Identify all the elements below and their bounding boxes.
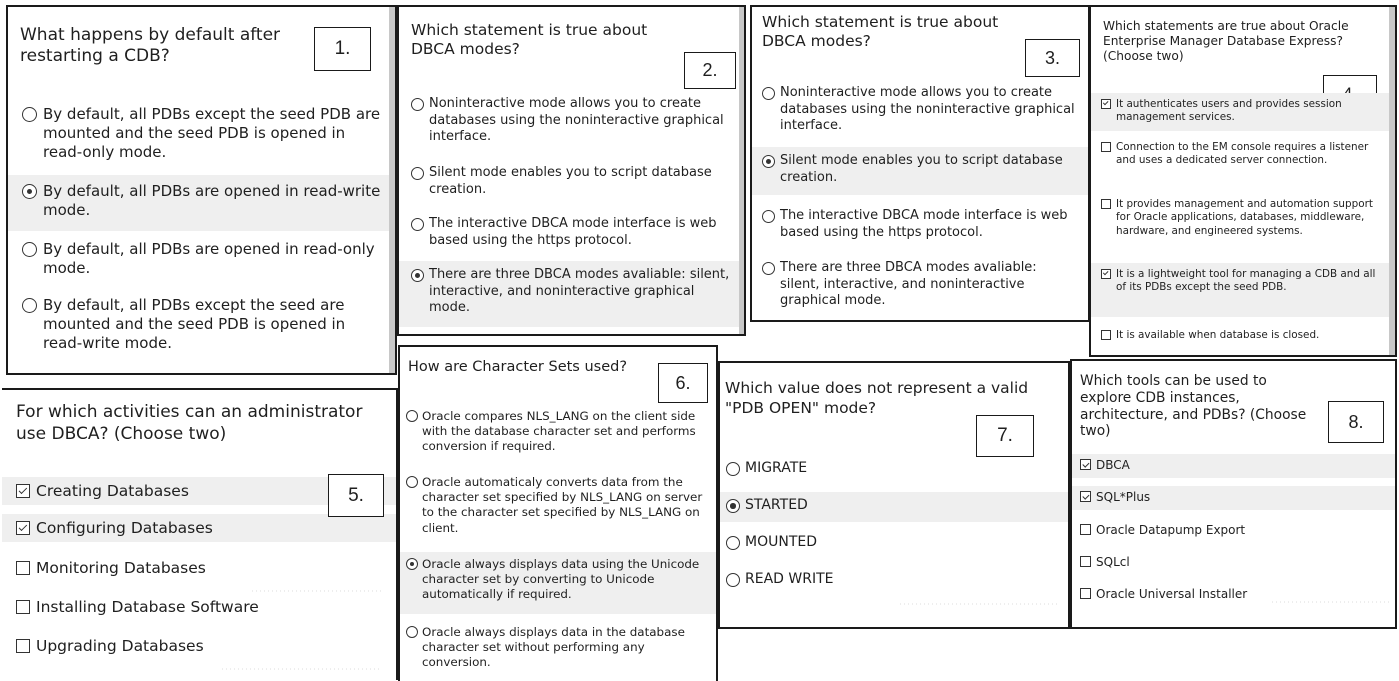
option-label: Noninteractive mode allows you to create databases using the noninteractive graphical interface. [780, 85, 1075, 134]
radio-unchecked-icon [411, 98, 424, 111]
checkbox-unchecked-icon [1080, 524, 1091, 535]
option-checkbox[interactable] [2, 557, 396, 583]
option-label: Noninteractive mode allows you to create databases using the noninteractive graphical interface. [429, 96, 724, 145]
option-radio[interactable] [8, 294, 393, 356]
option-radio[interactable] [8, 103, 393, 163]
background-texture [222, 668, 382, 670]
option-label: MIGRATE [745, 460, 808, 476]
radio-unchecked-icon [406, 626, 418, 638]
panel-number-label: 6. [658, 363, 708, 403]
quiz-panel-3 [750, 5, 1090, 322]
background-texture [252, 590, 382, 592]
panel-number-label: 3. [1025, 39, 1080, 77]
option-radio[interactable] [752, 258, 1090, 320]
option-checkbox[interactable] [1072, 585, 1397, 607]
option-label: There are three DBCA modes avaliable: silent, interactive, and noninteractive graphical mode. [780, 260, 1037, 309]
radio-unchecked-icon [762, 262, 775, 275]
option-label: READ WRITE [745, 571, 834, 587]
option-label: It provides management and automation support for Oracle applications, databases, middleware, hardware, and engineered systems. [1116, 198, 1373, 237]
option-label: STARTED [745, 497, 808, 513]
option-label: Upgrading Databases [36, 637, 204, 655]
checkbox-checked-icon [1101, 99, 1111, 109]
radio-unchecked-icon [726, 462, 740, 476]
radio-checked-icon [762, 155, 775, 168]
option-label: It is available when database is closed. [1116, 329, 1320, 341]
panel-number-label: 8. [1328, 401, 1384, 443]
option-radio[interactable] [400, 623, 716, 681]
question-text: Which tools can be used to explore CDB instances, architecture, and PDBs? (Choose two) [1080, 373, 1307, 440]
question-text: Which statement is true about DBCA modes? [411, 21, 648, 58]
question-text: What happens by default after restarting a CDB? [20, 25, 281, 66]
radio-unchecked-icon [406, 410, 418, 422]
option-label: SQL*Plus [1096, 490, 1151, 504]
quiz-panel-6 [398, 345, 718, 681]
option-checkbox[interactable] [1072, 454, 1397, 478]
option-label: Configuring Databases [36, 519, 213, 537]
checkbox-unchecked-icon [1080, 588, 1091, 599]
option-radio[interactable] [720, 532, 1070, 558]
checkbox-unchecked-icon [16, 561, 30, 575]
radio-checked-icon [406, 558, 418, 570]
option-checkbox[interactable] [2, 596, 396, 622]
option-label: There are three DBCA modes avaliable: silent, interactive, and noninteractive graphical mode. [429, 267, 730, 316]
question-text: Which statements are true about Oracle Enterprise Manager Database Express? (Choose two) [1103, 19, 1349, 63]
panel-number-label: 1. [314, 27, 371, 71]
option-label: Oracle Universal Installer [1096, 587, 1248, 601]
option-label: Oracle Datapump Export [1096, 523, 1246, 537]
radio-unchecked-icon [726, 536, 740, 550]
option-label: Oracle always displays data in the database character set without performing any conversion. [422, 625, 685, 670]
scrollbar[interactable] [739, 7, 744, 336]
checkbox-checked-icon [1080, 491, 1091, 502]
question-text: Which statement is true about DBCA modes? [762, 13, 999, 50]
option-label: Creating Databases [36, 482, 189, 500]
option-label: Oracle always displays data using the Unicode character set by converting to Unicode automatically if required. [422, 557, 700, 602]
option-radio[interactable] [720, 569, 1070, 595]
option-label: Installing Database Software [36, 598, 259, 616]
question-text: Which value does not represent a valid "PDB OPEN" mode? [725, 379, 1029, 417]
quiz-panel-1 [6, 5, 397, 375]
option-label: By default, all PDBs except the seed PDB are mounted and the seed PDB is opened in read-only mode. [43, 105, 381, 162]
option-radio[interactable] [752, 147, 1090, 195]
option-checkbox[interactable] [1091, 139, 1391, 187]
option-label: MOUNTED [745, 534, 817, 550]
option-label: Silent mode enables you to script database creation. [780, 153, 1063, 185]
option-radio[interactable] [399, 261, 742, 327]
option-radio[interactable] [399, 163, 742, 203]
question-text: For which activities can an administrator use DBCA? (Choose two) [16, 402, 363, 444]
radio-checked-icon [411, 269, 424, 282]
checkbox-unchecked-icon [16, 639, 30, 653]
option-label: By default, all PDBs are opened in read-write mode. [43, 182, 381, 220]
radio-unchecked-icon [411, 167, 424, 180]
option-label: Oracle automaticaly converts data from the character set specified by NLS_LANG on server to the character set specified by NLS_LANG on client. [422, 475, 703, 535]
option-label: By default, all PDBs except the seed are mounted and the seed PDB is opened in read-write mode. [43, 296, 346, 353]
radio-unchecked-icon [762, 87, 775, 100]
checkbox-checked-icon [1080, 459, 1091, 470]
radio-unchecked-icon [406, 476, 418, 488]
panel-number-label: 5. [328, 474, 384, 517]
checkbox-checked-icon [16, 521, 30, 535]
panel-number-label: 7. [976, 415, 1034, 457]
option-checkbox[interactable] [2, 514, 396, 542]
option-label: SQLcl [1096, 555, 1130, 569]
checkbox-unchecked-icon [16, 600, 30, 614]
option-label: By default, all PDBs are opened in read-only mode. [43, 240, 375, 278]
option-label: It authenticates users and provides session management services. [1116, 98, 1342, 124]
option-radio[interactable] [400, 473, 716, 549]
option-label: Monitoring Databases [36, 559, 206, 577]
option-radio[interactable] [399, 214, 742, 254]
radio-unchecked-icon [22, 107, 37, 122]
scrollbar[interactable] [389, 7, 395, 375]
radio-checked-icon [726, 499, 740, 513]
option-radio[interactable] [720, 492, 1070, 522]
option-checkbox[interactable] [1072, 553, 1397, 575]
option-checkbox[interactable] [2, 635, 396, 661]
option-radio[interactable] [720, 458, 1070, 484]
quiz-panel-7 [718, 361, 1070, 629]
option-radio[interactable] [8, 238, 393, 288]
radio-unchecked-icon [762, 210, 775, 223]
checkbox-unchecked-icon [1101, 199, 1111, 209]
radio-unchecked-icon [22, 242, 37, 257]
option-radio[interactable] [399, 94, 742, 152]
option-label: The interactive DBCA mode interface is web based using the https protocol. [780, 208, 1068, 240]
option-radio[interactable] [400, 552, 716, 614]
question-text: How are Character Sets used? [408, 359, 628, 375]
option-checkbox[interactable] [1091, 327, 1391, 349]
option-radio[interactable] [752, 83, 1090, 141]
option-checkbox[interactable] [1091, 196, 1391, 258]
radio-unchecked-icon [726, 573, 740, 587]
checkbox-checked-icon [16, 484, 30, 498]
option-label: The interactive DBCA mode interface is web based using the https protocol. [429, 216, 717, 248]
option-label: Silent mode enables you to script database creation. [429, 165, 712, 197]
background-texture [1272, 601, 1392, 603]
option-label: DBCA [1096, 458, 1130, 472]
panel-number-label: 2. [684, 52, 736, 89]
option-radio[interactable] [400, 407, 716, 465]
option-checkbox[interactable] [1091, 263, 1391, 317]
background-texture [900, 603, 1060, 605]
quiz-panel-5 [2, 388, 398, 680]
option-label: Connection to the EM console requires a listener and uses a dedicated server connection. [1116, 141, 1369, 167]
quiz-panel-8 [1070, 359, 1397, 629]
radio-unchecked-icon [411, 218, 424, 231]
option-checkbox[interactable] [1072, 521, 1397, 543]
option-checkbox[interactable] [1091, 93, 1391, 131]
option-label: Oracle compares NLS_LANG on the client side with the database character set and performs conversion if required. [422, 409, 696, 454]
option-radio[interactable] [8, 175, 393, 231]
option-radio[interactable] [752, 206, 1090, 246]
radio-unchecked-icon [22, 298, 37, 313]
checkbox-unchecked-icon [1101, 330, 1111, 340]
option-label: It is a lightweight tool for managing a CDB and all of its PDBs except the seed PDB. [1116, 268, 1376, 294]
option-checkbox[interactable] [1072, 486, 1397, 510]
radio-checked-icon [22, 184, 37, 199]
checkbox-unchecked-icon [1101, 142, 1111, 152]
quiz-panel-4 [1089, 5, 1397, 357]
quiz-panel-2 [397, 5, 746, 336]
scrollbar[interactable] [1389, 7, 1395, 357]
checkbox-unchecked-icon [1080, 556, 1091, 567]
checkbox-checked-icon [1101, 269, 1111, 279]
